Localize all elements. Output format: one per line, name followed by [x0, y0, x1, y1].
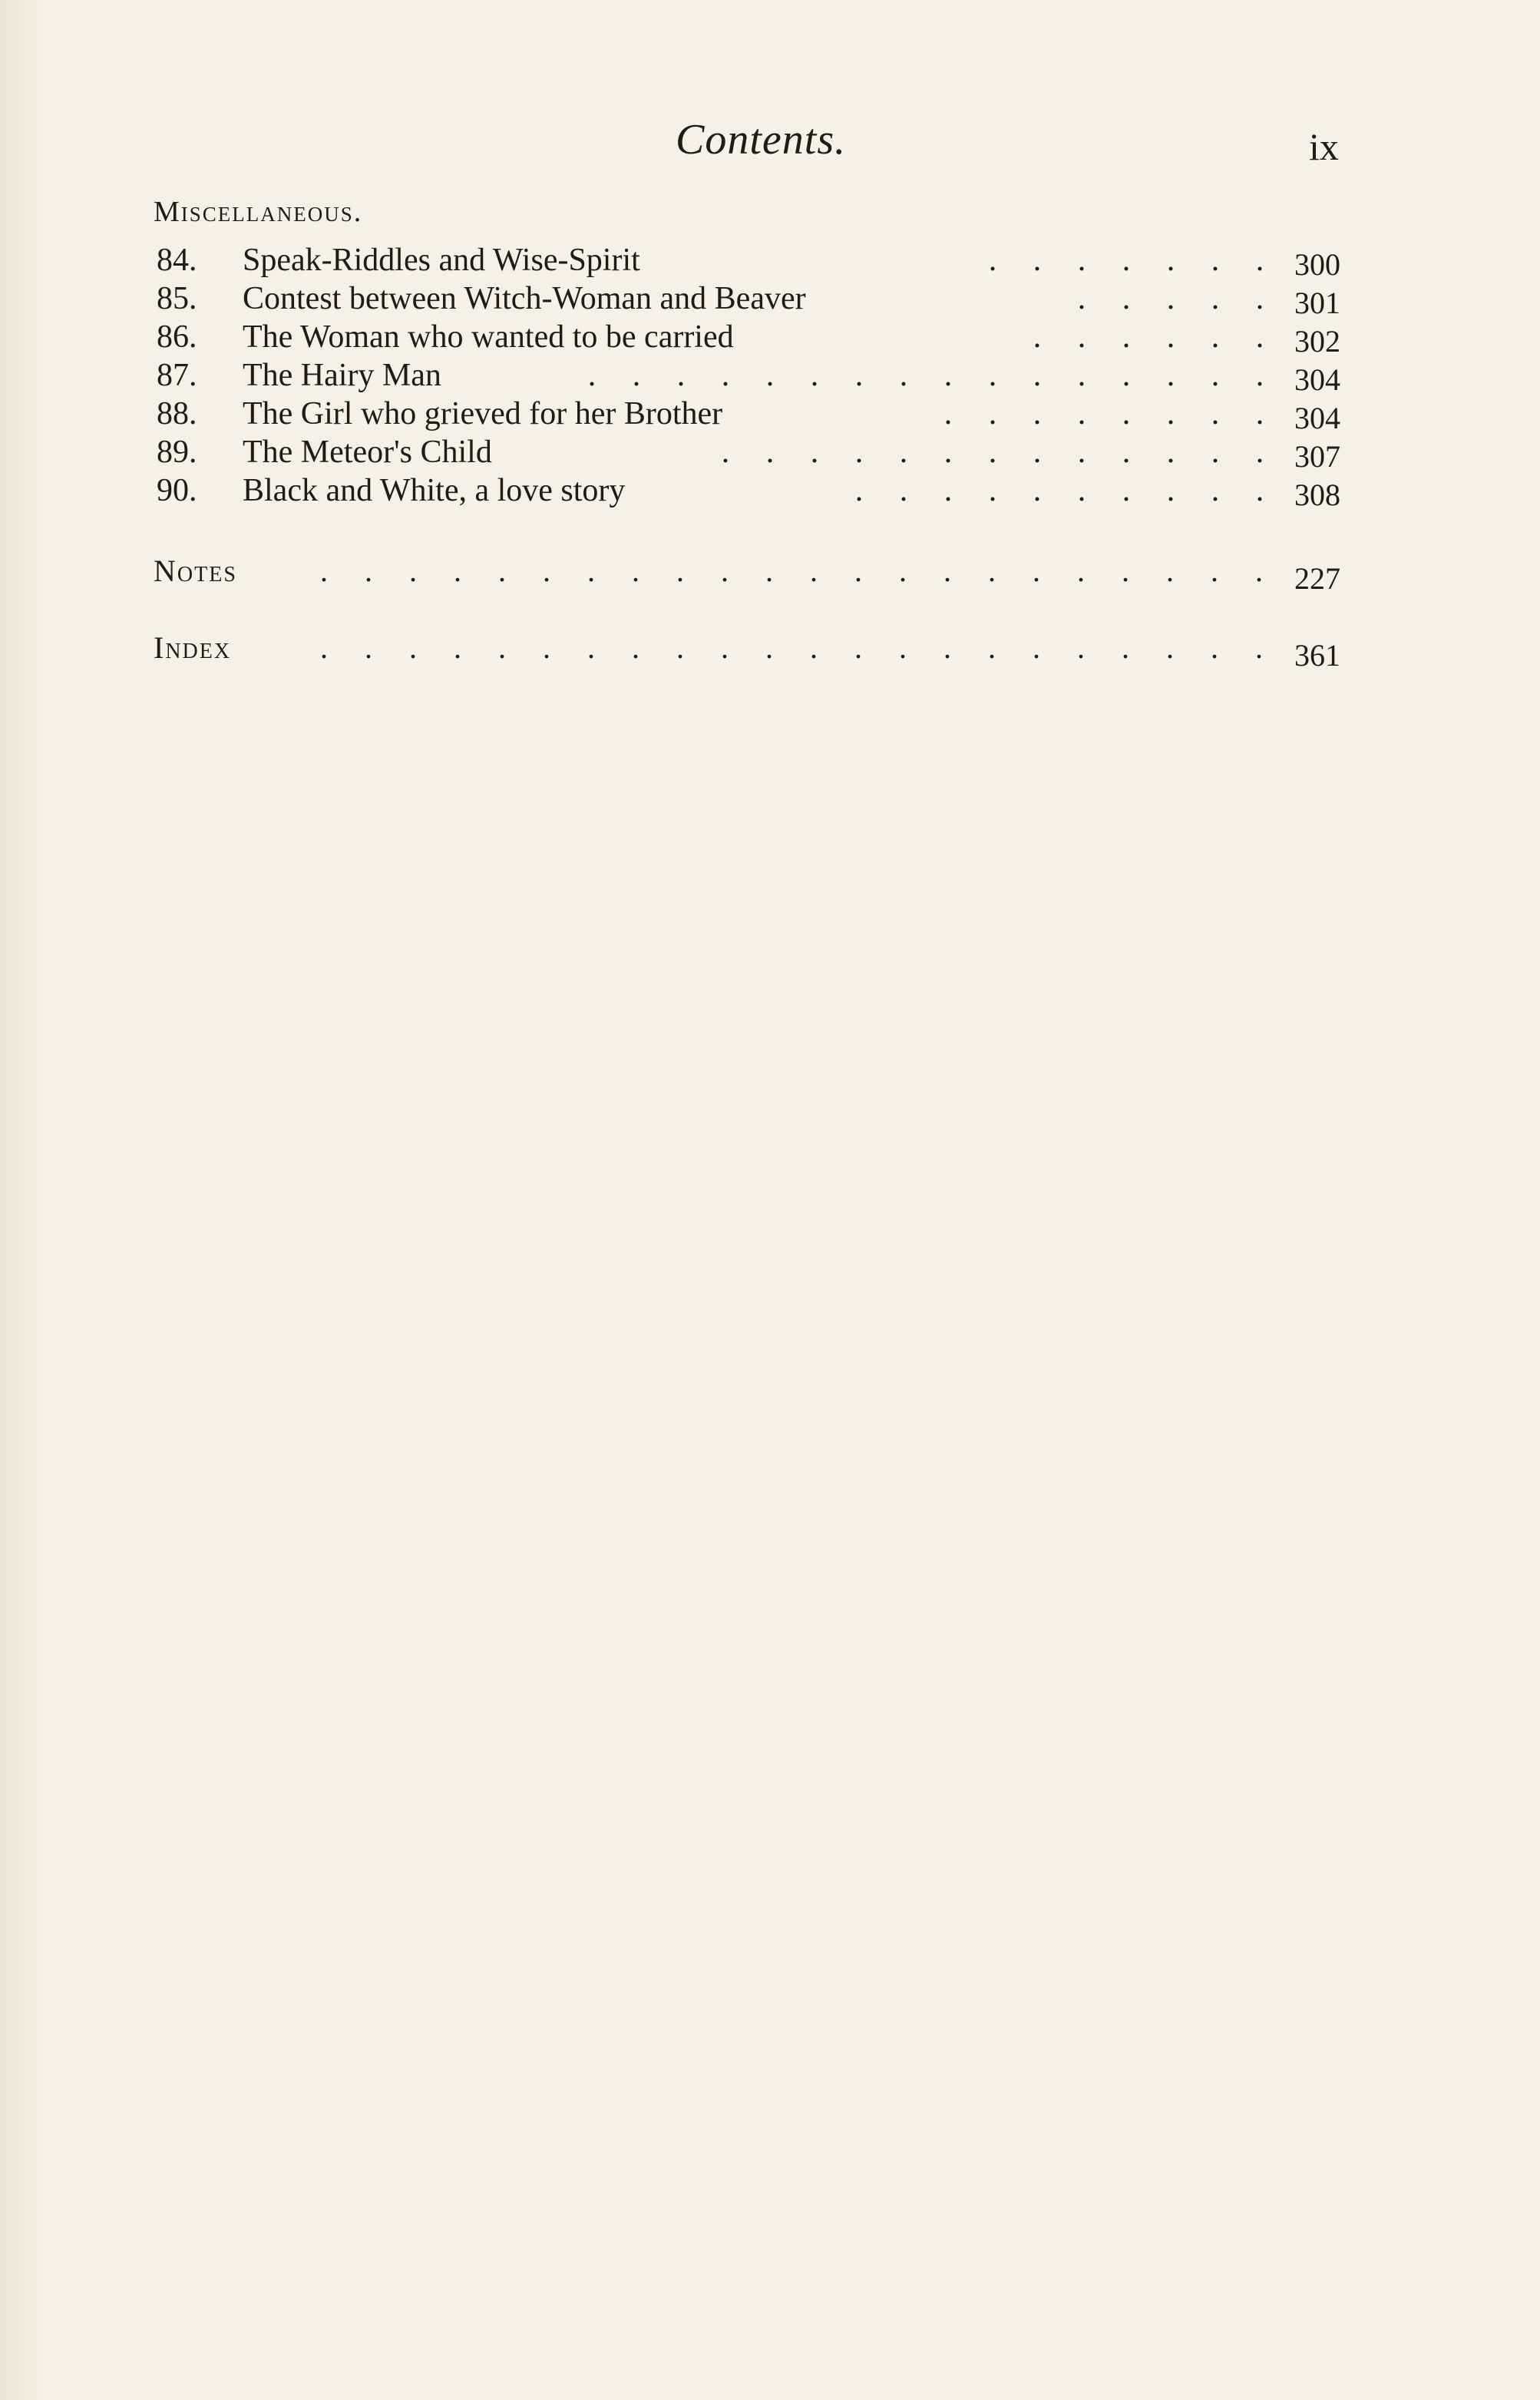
- leader-dot: .: [1166, 319, 1175, 355]
- toc-entry: [154, 241, 1351, 282]
- toc-entry: [154, 356, 1351, 395]
- leader-dot: .: [1077, 554, 1086, 588]
- index-entry: [154, 625, 1351, 671]
- leader-dot: .: [454, 630, 463, 665]
- leader-dot: .: [1211, 630, 1220, 665]
- entry-page: 300: [1294, 247, 1340, 282]
- leader-dot: .: [988, 396, 997, 431]
- leader-dot: .: [1122, 554, 1131, 588]
- leader-dot: .: [1122, 435, 1131, 470]
- index-page: 361: [1294, 638, 1340, 673]
- leader-dot: .: [1033, 319, 1042, 355]
- leader-dot: .: [632, 630, 641, 665]
- section-heading: Miscellaneous.: [154, 196, 363, 228]
- entry-title: The Woman who wanted to be carried: [243, 319, 734, 355]
- entry-page: 302: [1294, 324, 1340, 359]
- entry-number: 85.: [157, 281, 197, 316]
- leader-dot: .: [988, 473, 997, 508]
- leader-dot: .: [765, 630, 775, 665]
- leader-dot: .: [988, 630, 997, 665]
- leader-dot: .: [1122, 243, 1131, 278]
- leader-dot: .: [1255, 358, 1264, 393]
- entry-title: Speak-Riddles and Wise-Spirit: [243, 243, 640, 278]
- leader-dot: .: [943, 435, 953, 470]
- entry-number: 89.: [157, 435, 197, 470]
- leader-dot: .: [543, 554, 552, 588]
- leader-dot: .: [587, 358, 597, 393]
- leader-dot: .: [943, 396, 953, 431]
- dot-leader: [1015, 318, 1282, 356]
- leader-dot: .: [1255, 281, 1264, 316]
- index-label: Index: [154, 630, 232, 665]
- leader-dot: .: [810, 358, 819, 393]
- leader-dot: .: [409, 630, 418, 665]
- leader-dot: .: [1255, 554, 1264, 588]
- leader-dot: .: [899, 358, 908, 393]
- leader-dot: .: [943, 358, 953, 393]
- table-of-contents: [154, 192, 1351, 671]
- leader-dot: .: [587, 630, 597, 665]
- leader-dot: .: [1255, 435, 1264, 470]
- leader-dot: .: [1211, 319, 1220, 355]
- leader-dot: .: [1033, 435, 1042, 470]
- leader-dot: .: [1122, 396, 1131, 431]
- leader-dot: .: [632, 358, 641, 393]
- leader-dot: .: [365, 630, 374, 665]
- leader-dot: .: [1077, 473, 1086, 508]
- leader-dot: .: [1033, 554, 1042, 588]
- leader-dot: .: [899, 630, 908, 665]
- leader-dot: .: [543, 630, 552, 665]
- toc-entry: [154, 395, 1351, 433]
- running-head-page-number: ix: [1309, 125, 1339, 168]
- dot-leader: [1059, 279, 1282, 318]
- leader-dot: .: [1211, 396, 1220, 431]
- notes-label: Notes: [154, 554, 237, 588]
- leader-dot: .: [988, 243, 997, 278]
- entry-page: 301: [1294, 286, 1340, 320]
- leader-dot: .: [854, 435, 864, 470]
- leader-dot: .: [1033, 396, 1042, 431]
- leader-dot: .: [1166, 630, 1175, 665]
- leader-dot: .: [676, 554, 686, 588]
- leader-dot: .: [765, 358, 775, 393]
- leader-dot: .: [1166, 435, 1175, 470]
- leader-dot: .: [498, 554, 507, 588]
- running-head-title: Contents.: [676, 116, 847, 164]
- toc-entries: [154, 241, 1351, 510]
- leader-dot: .: [632, 554, 641, 588]
- leader-dot: .: [1255, 630, 1264, 665]
- leader-dot: .: [988, 554, 997, 588]
- entry-title: Black and White, a love story: [243, 473, 626, 508]
- leader-dot: .: [1166, 554, 1175, 588]
- leader-dot: .: [1166, 473, 1175, 508]
- leader-dot: .: [1033, 358, 1042, 393]
- entry-page: 307: [1294, 439, 1340, 474]
- leader-dot: .: [409, 554, 418, 588]
- leader-dot: .: [810, 554, 819, 588]
- leader-dot: .: [899, 473, 908, 508]
- toc-entry: [154, 433, 1351, 474]
- entry-title: Contest between Witch-Woman and Beaver: [243, 281, 806, 316]
- leader-dot: .: [320, 554, 329, 588]
- dot-leader: [570, 356, 1282, 395]
- notes-entry: [154, 548, 1351, 594]
- leader-dot: .: [676, 630, 686, 665]
- toc-entry: [154, 279, 1351, 318]
- leader-dot: .: [1122, 358, 1131, 393]
- toc-entry: [154, 471, 1351, 510]
- leader-dot: .: [810, 435, 819, 470]
- leader-dot: .: [1255, 396, 1264, 431]
- leader-dot: .: [1122, 473, 1131, 508]
- page-shadow: [0, 0, 46, 2400]
- leader-dot: .: [1077, 396, 1086, 431]
- leader-dot: .: [810, 630, 819, 665]
- leader-dot: .: [1211, 243, 1220, 278]
- leader-dot: .: [1255, 473, 1264, 508]
- leader-dot: .: [721, 435, 730, 470]
- entry-page: 308: [1294, 478, 1340, 512]
- dot-leader: [837, 471, 1282, 510]
- leader-dot: .: [943, 630, 953, 665]
- leader-dot: .: [1077, 319, 1086, 355]
- dot-leader: [926, 395, 1282, 433]
- leader-dot: .: [1122, 319, 1131, 355]
- entry-number: 88.: [157, 396, 197, 431]
- entry-page: 304: [1294, 401, 1340, 435]
- leader-dot: .: [1166, 243, 1175, 278]
- leader-dot: .: [765, 554, 775, 588]
- leader-dot: .: [988, 435, 997, 470]
- toc-entry: [154, 318, 1351, 359]
- entry-number: 86.: [157, 319, 197, 355]
- leader-dot: .: [1211, 473, 1220, 508]
- leader-dot: .: [988, 358, 997, 393]
- leader-dot: .: [1033, 473, 1042, 508]
- leader-dot: .: [1033, 630, 1042, 665]
- leader-dot: .: [899, 554, 908, 588]
- leader-dot: .: [1211, 435, 1220, 470]
- entry-title: The Hairy Man: [243, 358, 441, 393]
- leader-dot: .: [854, 554, 864, 588]
- leader-dot: .: [1122, 281, 1131, 316]
- leader-dot: .: [1255, 319, 1264, 355]
- leader-dot: .: [854, 358, 864, 393]
- leader-dot: .: [1077, 281, 1086, 316]
- leader-dot: .: [587, 554, 597, 588]
- leader-dot: .: [454, 554, 463, 588]
- leader-dot: .: [1211, 281, 1220, 316]
- leader-dot: .: [943, 473, 953, 508]
- dot-leader: [302, 548, 1282, 594]
- leader-dot: .: [765, 435, 775, 470]
- leader-dot: .: [1166, 358, 1175, 393]
- leader-dot: .: [1077, 358, 1086, 393]
- leader-dot: .: [1166, 396, 1175, 431]
- leader-dot: .: [721, 358, 730, 393]
- leader-dot: .: [1122, 630, 1131, 665]
- leader-dot: .: [498, 630, 507, 665]
- entry-title: The Meteor's Child: [243, 435, 492, 470]
- entry-number: 87.: [157, 358, 197, 393]
- leader-dot: .: [899, 435, 908, 470]
- leader-dot: .: [365, 554, 374, 588]
- leader-dot: .: [721, 554, 730, 588]
- leader-dot: .: [1077, 630, 1086, 665]
- entry-number: 84.: [157, 243, 197, 278]
- leader-dot: .: [943, 554, 953, 588]
- leader-dot: .: [1211, 554, 1220, 588]
- leader-dot: .: [721, 630, 730, 665]
- entry-page: 304: [1294, 362, 1340, 397]
- leader-dot: .: [1033, 243, 1042, 278]
- leader-dot: .: [854, 473, 864, 508]
- running-head: [0, 115, 1540, 177]
- leader-dot: .: [1211, 358, 1220, 393]
- dot-leader: [302, 625, 1282, 671]
- leader-dot: .: [1166, 281, 1175, 316]
- leader-dot: .: [1255, 243, 1264, 278]
- leader-dot: .: [854, 630, 864, 665]
- notes-page: 227: [1294, 561, 1340, 596]
- leader-dot: .: [676, 358, 686, 393]
- leader-dot: .: [1077, 435, 1086, 470]
- entry-number: 90.: [157, 473, 197, 508]
- dot-leader: [703, 433, 1282, 471]
- entry-title: The Girl who grieved for her Brother: [243, 396, 723, 431]
- leader-dot: .: [320, 630, 329, 665]
- dot-leader: [970, 241, 1282, 279]
- leader-dot: .: [1077, 243, 1086, 278]
